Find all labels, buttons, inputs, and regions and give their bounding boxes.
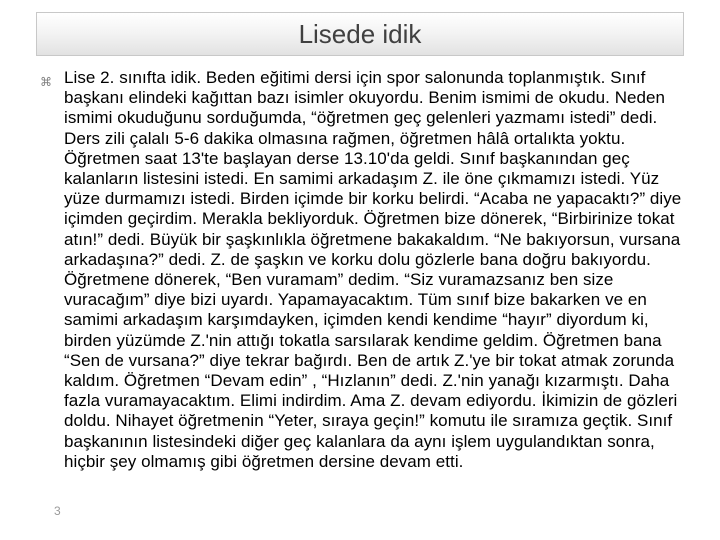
page-number: 3: [54, 504, 61, 518]
story-paragraph: Lise 2. sınıfta idik. Beden eğitimi dersi için spor salonunda toplanmıştık. Sınıf başkanı elindeki kağıttan bazı isimler okuyordu. Benim ismimi de okudu. Neden ismimi okuduğunu sorduğumda, “öğretmen geç gelenleri yazmamı istedi” dedi. Ders zili çalalı 5-6 dakika olmasına rağmen, öğretmen hâlâ ortalıkta yoktu. Öğretmen saat 13'te başlayan derse 13.10'da geldi. Sınıf başkanından geç kalanların listesini istedi. En samimi arkadaşım Z. ile öne çıkmamızı istedi. Yüz yüze durmamızı istedi. Birden içimde bir korku belirdi. “Acaba ne yapacaktı?” diye içimden geçirdim. Merakla bekliyorduk. Öğretmen bize dönerek, “Birbirinize tokat atın!” dedi. Büyük bir şaşkınlıkla öğretmene bakakaldım. “Ne bakıyorsun, vursana arkadaşına?” dedi. Z. de şaşkın ve korku dolu gözlerle bana doğru bakıyordu. Öğretmene dönerek, “Ben vuramam” dedim. “Siz vuramazsanız ben size vuracağım” diye bizi uyardı. Yapamayacaktım. Tüm sınıf bize bakarken ve en samimi arkadaşım karşımdayken, içimden kendi kendime “hayır” diyordum ki, birden yüzümde Z.'nin attığı tokatla sarsılarak kendime geldim. Öğretmen bana “Sen de vursana?” diye tekrar bağırdı. Ben de artık Z.'ye bir tokat atmak zorunda kaldım. Öğretmen “Devam edin” , “Hızlanın” dedi. Z.'nin yanağı kızarmıştı. Daha fazla vuramayacaktım. Elimi indirdim. Ama Z. devam ediyordu. İkimizin de gözleri doldu. Nihayet öğretmenin “Yeter, sıraya geçin!” komutu ile sıramıza geçtik. Sınıf başkanının listesindeki diğer geç kalanlara da aynı işlem uygulandıktan sonra, hiçbir şey olmamış gibi öğretmen dersine devam etti.: [64, 68, 682, 471]
slide-footer: [0, 504, 720, 522]
quad-bullet-icon: ⌘: [40, 75, 52, 89]
slide-title-bar: [36, 12, 684, 56]
slide-title: Lisede idik: [298, 18, 422, 49]
